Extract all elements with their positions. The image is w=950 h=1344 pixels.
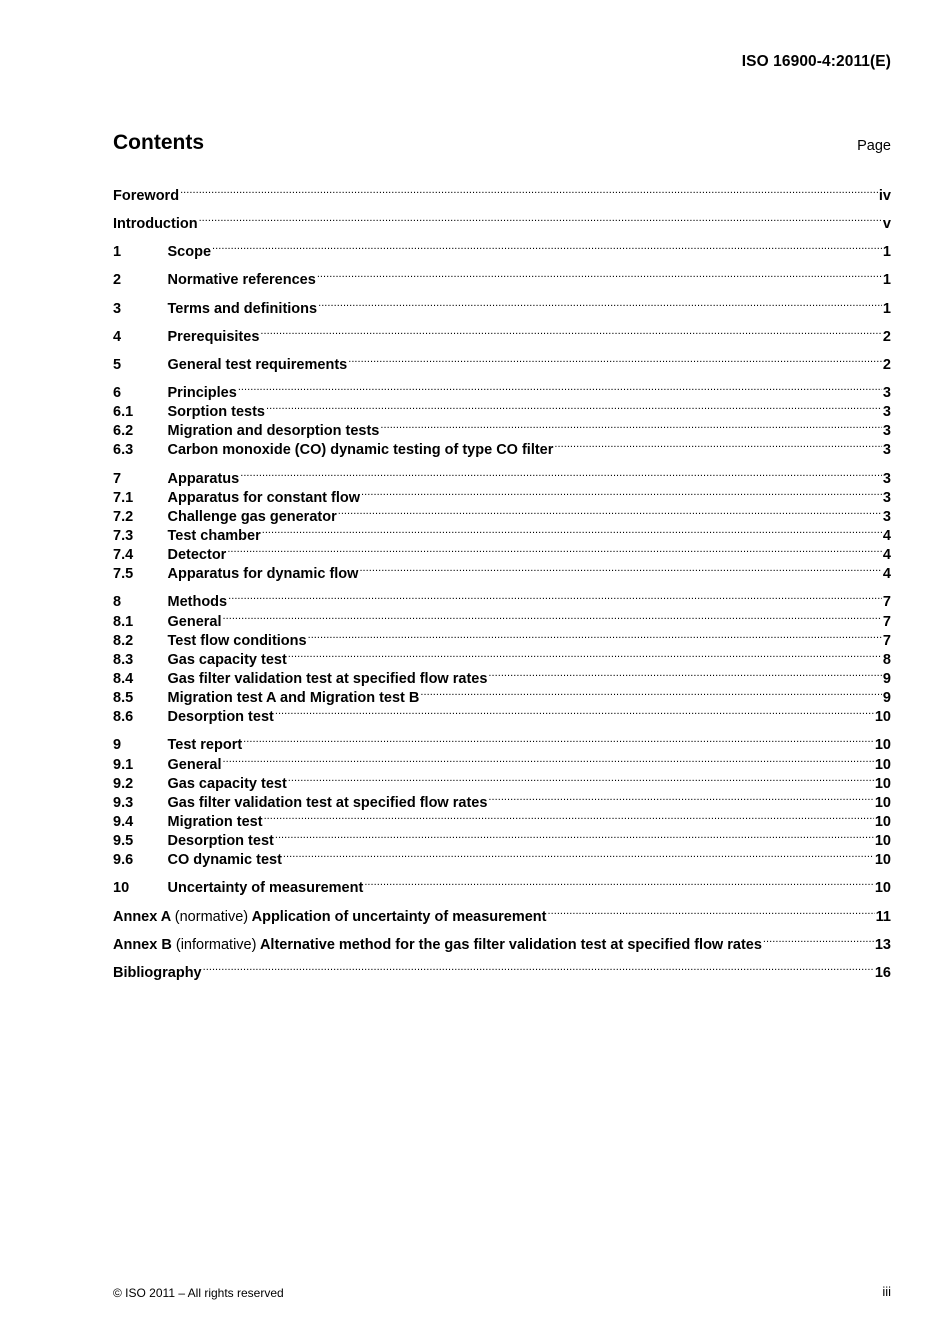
dot-leader: [283, 845, 874, 864]
toc-entry-page: 3: [882, 470, 891, 487]
dot-leader: [288, 645, 882, 664]
toc-group: [113, 350, 891, 373]
toc-group: [113, 902, 891, 925]
toc-group: [113, 958, 891, 981]
toc-entry-title: Carbon monoxide (CO) dynamic testing of type CO filter: [167, 442, 554, 459]
toc-entry[interactable]: [113, 209, 891, 233]
dot-leader: [238, 378, 882, 397]
toc-entry-number: 1: [113, 244, 122, 261]
toc-group: [113, 265, 891, 289]
toc-group: [113, 873, 891, 897]
copyright-footer: © ISO 2011 – All rights reserved: [113, 1286, 284, 1300]
annex-title: Application of uncertainty of measurement: [251, 908, 547, 925]
dot-leader: [260, 322, 882, 341]
toc-group: [113, 378, 891, 459]
dot-leader: [338, 502, 882, 521]
toc-entry-title: [113, 936, 762, 955]
toc-group: [113, 322, 891, 345]
toc-entry-page: 10: [874, 813, 891, 830]
toc-entry-number: 9.4: [113, 813, 134, 830]
toc-entry-page: 10: [874, 756, 891, 773]
toc-entry-page: v: [882, 216, 891, 233]
toc-entry[interactable]: [113, 873, 891, 897]
dot-leader: [180, 181, 878, 200]
toc-entry-number: 7.4: [113, 547, 134, 564]
toc-group: [113, 730, 891, 869]
dot-leader: [212, 237, 882, 256]
annex-type: (normative): [174, 908, 249, 925]
toc-entry-title: Prerequisites: [167, 328, 260, 345]
dot-leader: [228, 587, 882, 606]
toc-entry-number: 3: [113, 300, 122, 317]
toc-entry-title: Scope: [167, 244, 212, 261]
dot-leader: [318, 294, 882, 313]
toc-entry-page: 9: [882, 670, 891, 687]
toc-entry-title: Apparatus for dynamic flow: [167, 566, 359, 583]
dot-leader: [266, 397, 882, 416]
toc-entry-title: Sorption tests: [167, 404, 265, 421]
toc-entry[interactable]: [113, 750, 891, 773]
toc-entry-number: 8.4: [113, 670, 134, 687]
toc-entry-page: 1: [882, 272, 891, 289]
toc-entry-page: 10: [874, 794, 891, 811]
toc-entry-number: 8.3: [113, 651, 134, 668]
toc-entry-page: 9: [882, 690, 891, 707]
toc-entry-number: 7.1: [113, 489, 134, 506]
toc-entry-page: 2: [882, 356, 891, 373]
toc-entry-number: 7.5: [113, 566, 134, 583]
toc-entry-page: 3: [882, 489, 891, 506]
toc-group: [113, 294, 891, 317]
toc-entry-title: Test chamber: [167, 527, 261, 544]
toc-entry-number: 8.1: [113, 613, 134, 630]
toc-entry-number: 2: [113, 272, 122, 289]
toc-entry-page: 7: [882, 632, 891, 649]
toc-entry-number: 9.5: [113, 833, 134, 850]
contents-title: Contents: [113, 131, 204, 154]
toc-entry-page: 7: [882, 613, 891, 630]
toc-entry-page: 7: [882, 594, 891, 611]
toc-entry[interactable]: [113, 587, 891, 611]
toc-entry[interactable]: [113, 730, 891, 754]
toc-entry[interactable]: [113, 181, 891, 204]
toc-entry-title: Principles: [167, 384, 237, 401]
toc-entry-page: 4: [882, 547, 891, 564]
toc-entry-page: 16: [874, 964, 891, 981]
dot-leader: [317, 265, 882, 284]
toc-entry-page: 2: [882, 328, 891, 345]
toc-entry-number: 9.3: [113, 794, 134, 811]
toc-entry-title: Test flow conditions: [167, 632, 307, 649]
toc-entry-title: Apparatus for constant flow: [167, 489, 361, 506]
toc-group: [113, 464, 891, 583]
toc-entry-number: 9: [113, 737, 122, 754]
toc-entry-title: General: [167, 613, 222, 630]
toc-entry[interactable]: [113, 540, 891, 564]
dot-leader: [243, 730, 874, 749]
toc-entry-number: 6.1: [113, 404, 134, 421]
toc-entry-number: 5: [113, 356, 122, 373]
toc-entry-title: Uncertainty of measurement: [167, 880, 364, 897]
toc-entry[interactable]: [113, 378, 891, 401]
toc-entry-number: 8: [113, 594, 122, 611]
dot-leader: [548, 902, 875, 921]
toc-group: [113, 930, 891, 953]
toc-entry[interactable]: [113, 464, 891, 487]
toc-entry-page: 1: [882, 300, 891, 317]
toc-entry-page: 3: [882, 384, 891, 401]
dot-leader: [203, 958, 874, 977]
toc-entry-title: Introduction: [113, 216, 198, 233]
toc-entry-page: 3: [882, 508, 891, 525]
toc-entry[interactable]: [113, 265, 891, 289]
toc-entry-page: 10: [874, 775, 891, 792]
toc-entry-title: Methods: [167, 594, 228, 611]
dot-leader: [262, 521, 882, 540]
toc-entry-page: 10: [874, 737, 891, 754]
toc-entry-page: 4: [882, 566, 891, 583]
toc-group: [113, 237, 891, 261]
dot-leader: [223, 750, 874, 769]
toc-entry[interactable]: [113, 902, 891, 925]
dot-leader: [488, 664, 882, 683]
toc-entry-number: 4: [113, 328, 122, 345]
toc-entry-title: CO dynamic test: [167, 852, 282, 869]
toc-entry[interactable]: [113, 958, 891, 981]
toc-entry-page: 10: [874, 880, 891, 897]
toc-entry-number: 9.6: [113, 852, 134, 869]
toc-entry-page: 3: [882, 404, 891, 421]
toc-entry-title: Desorption test: [167, 833, 274, 850]
toc-group: [113, 181, 891, 204]
toc-entry[interactable]: [113, 559, 891, 583]
toc-entry-number: 8.5: [113, 690, 134, 707]
dot-leader: [227, 540, 882, 559]
toc-entry[interactable]: [113, 626, 891, 649]
toc-entry-number: 10: [113, 880, 130, 897]
toc-entry[interactable]: [113, 322, 891, 345]
toc-entry-page: 10: [874, 833, 891, 850]
toc-entry-title: Bibliography: [113, 964, 202, 981]
toc-entry-title: Challenge gas generator: [167, 508, 337, 525]
toc-entry-title: Terms and definitions: [167, 300, 318, 317]
toc-entry-page: 4: [882, 527, 891, 544]
toc-entry-page: 10: [874, 852, 891, 869]
toc-group: [113, 209, 891, 233]
dot-leader: [361, 483, 882, 502]
annex-title: Alternative method for the gas filter validation test at specified flow rates: [259, 936, 762, 953]
toc-entry[interactable]: [113, 930, 891, 953]
toc-entry-title: General: [167, 756, 222, 773]
dot-leader: [554, 435, 882, 454]
dot-leader: [308, 626, 882, 645]
toc-entry-page: iv: [878, 188, 891, 204]
toc-entry-title: Detector: [167, 547, 227, 564]
table-of-contents: [113, 181, 891, 986]
toc-entry-title: Gas filter validation test at specified flow rates: [167, 794, 488, 811]
dot-leader: [488, 788, 873, 807]
toc-entry[interactable]: [113, 350, 891, 373]
toc-entry-page: 11: [875, 908, 891, 925]
page-column-label: Page: [857, 138, 891, 154]
toc-entry-title: Foreword: [113, 188, 180, 204]
dot-leader: [264, 807, 874, 826]
toc-entry-title: Test report: [167, 737, 243, 754]
annex-label: Annex B: [113, 936, 172, 953]
doc-id: ISO 16900-4:2011(E): [741, 53, 891, 70]
toc-entry[interactable]: [113, 607, 891, 630]
toc-entry-title: Migration test A and Migration test B: [167, 690, 420, 707]
toc-entry-page: 13: [874, 936, 891, 953]
dot-leader: [275, 702, 874, 721]
dot-leader: [380, 416, 882, 435]
toc-entry[interactable]: [113, 294, 891, 317]
toc-entry-page: 3: [882, 423, 891, 440]
toc-entry-number: 9.2: [113, 775, 134, 792]
toc-entry-number: 7: [113, 470, 122, 487]
dot-leader: [420, 683, 882, 702]
toc-entry-page: 10: [874, 709, 891, 726]
annex-label: Annex A: [113, 908, 171, 925]
dot-leader: [763, 930, 874, 949]
toc-entry-number: 6: [113, 384, 122, 401]
toc-entry-title: Gas capacity test: [167, 651, 287, 668]
toc-entry-title: Apparatus: [167, 470, 240, 487]
dot-leader: [240, 464, 882, 483]
toc-entry-number: 9.1: [113, 756, 134, 773]
toc-entry-number: 8.6: [113, 709, 134, 726]
toc-entry-title: [113, 908, 547, 927]
dot-leader: [364, 873, 874, 892]
dot-leader: [223, 607, 882, 626]
toc-group: [113, 587, 891, 726]
toc-entry-title: Migration and desorption tests: [167, 423, 380, 440]
toc-entry-title: General test requirements: [167, 356, 348, 373]
dot-leader: [275, 826, 874, 845]
toc-entry-number: 7.3: [113, 527, 134, 544]
toc-entry-page: 3: [882, 442, 891, 459]
toc-entry[interactable]: [113, 769, 891, 792]
toc-entry-title: Desorption test: [167, 709, 274, 726]
toc-entry-title: Gas capacity test: [167, 775, 287, 792]
toc-entry-number: 7.2: [113, 508, 134, 525]
dot-leader: [288, 769, 874, 788]
toc-entry-number: 8.2: [113, 632, 134, 649]
toc-entry-number: 6.2: [113, 423, 134, 440]
dot-leader: [348, 350, 882, 369]
toc-entry[interactable]: [113, 237, 891, 261]
page-number: iii: [882, 1284, 891, 1299]
toc-entry-title: Normative references: [167, 272, 316, 289]
toc-entry-title: Migration test: [167, 813, 263, 830]
toc-entry-page: 8: [882, 651, 891, 668]
toc-entry-title: Gas filter validation test at specified flow rates: [167, 670, 488, 687]
dot-leader: [199, 209, 882, 228]
toc-entry-page: 1: [882, 244, 891, 261]
toc-entry-number: 6.3: [113, 442, 134, 459]
dot-leader: [359, 559, 881, 578]
annex-type: (informative): [175, 936, 257, 953]
